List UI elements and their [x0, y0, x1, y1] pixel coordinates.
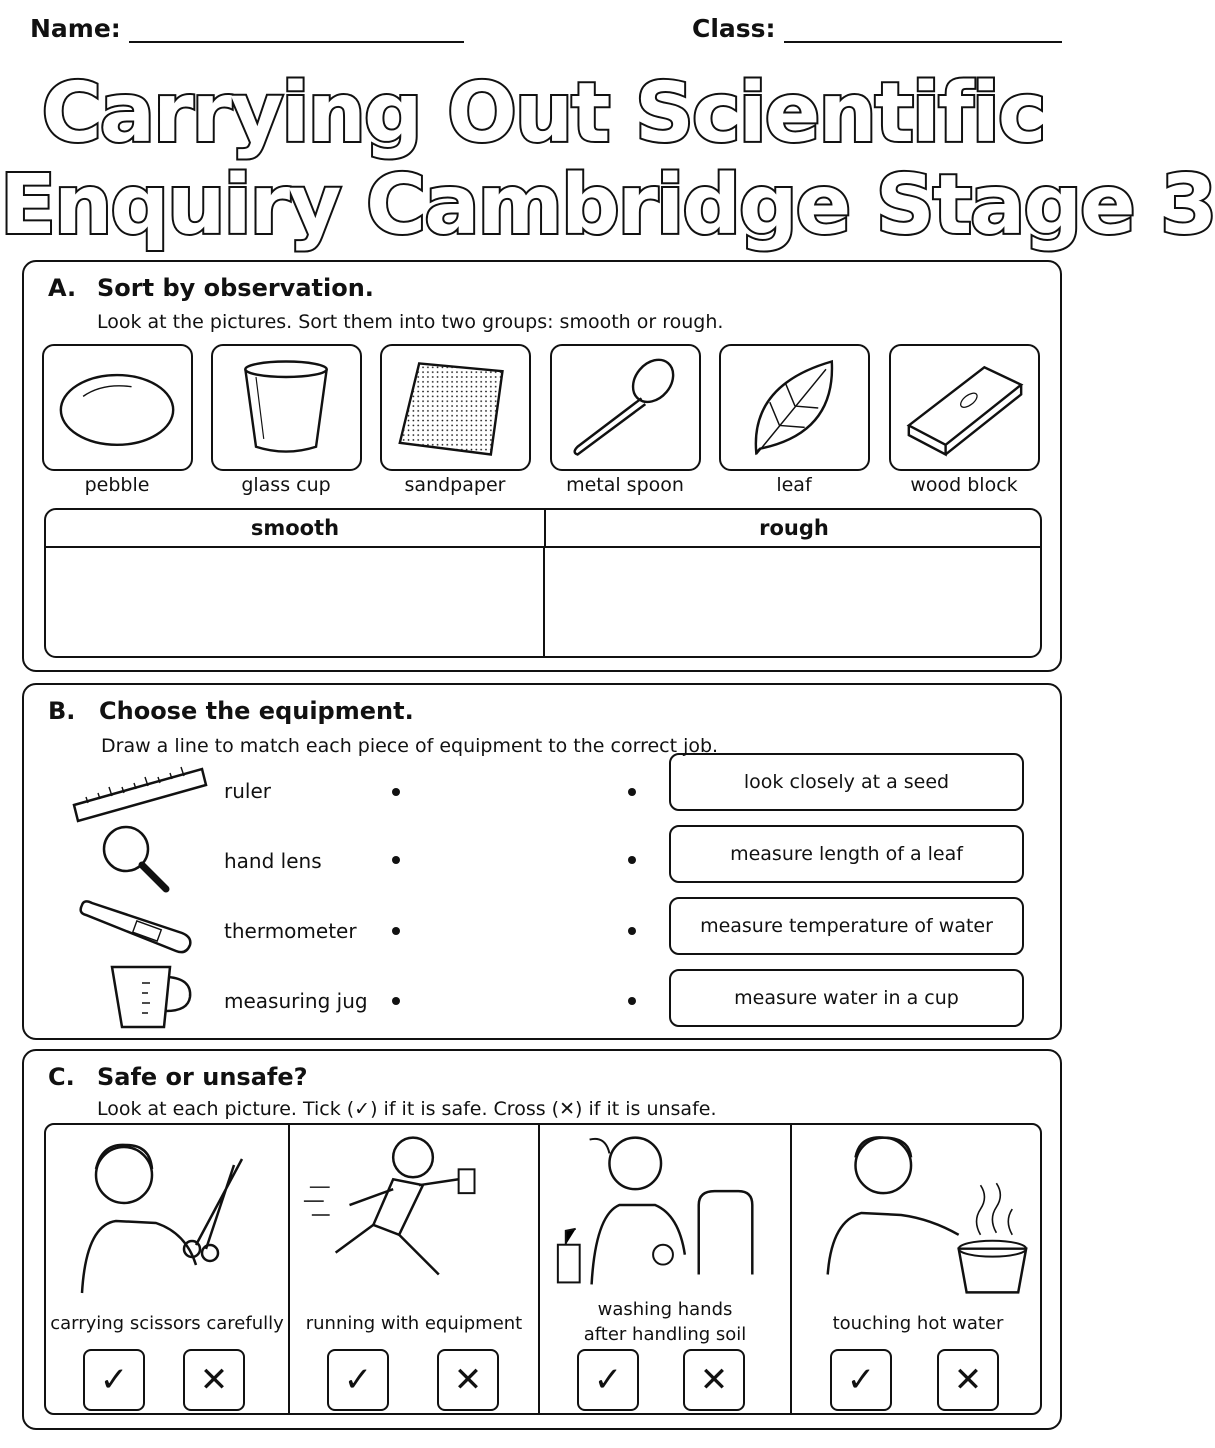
- tick-box[interactable]: ✓: [83, 1349, 145, 1411]
- job-box: measure temperature of water: [669, 897, 1024, 955]
- tick-box[interactable]: ✓: [830, 1349, 892, 1411]
- scene-cell: [46, 1125, 288, 1413]
- scene-cell: [790, 1125, 1044, 1413]
- job-box: look closely at a seed: [669, 753, 1024, 811]
- class-field[interactable]: [692, 14, 1062, 43]
- item-label: wood block: [910, 474, 1018, 496]
- section-heading: Sort by observation.: [97, 274, 374, 302]
- cross-box[interactable]: ✕: [437, 1349, 499, 1411]
- equipment-label: measuring jug: [224, 989, 368, 1013]
- column-divider: [543, 548, 545, 656]
- section-heading: Choose the equipment.: [99, 697, 414, 725]
- match-dot-left[interactable]: [392, 927, 400, 935]
- match-dot-right[interactable]: [628, 856, 636, 864]
- job-box: measure water in a cup: [669, 969, 1024, 1027]
- child-washing-hands-icon: [540, 1125, 790, 1295]
- scene-label: running with equipment: [305, 1313, 523, 1334]
- section-safe-or-unsafe: [22, 1049, 1062, 1430]
- equipment-label: ruler: [224, 779, 271, 803]
- section-sort-by-observation: [22, 260, 1062, 672]
- item-label: metal spoon: [566, 474, 684, 496]
- title-line-1: Carrying Out Scientific: [41, 66, 1045, 161]
- section-letter: C.: [48, 1063, 75, 1091]
- leaf-icon: [719, 344, 870, 471]
- job-box: measure length of a leaf: [669, 825, 1024, 883]
- item-label: glass cup: [241, 474, 331, 496]
- scene-cell: [538, 1125, 790, 1413]
- section-instruction: Look at each picture. Tick (✓) if it is safe. Cross (✕) if it is unsafe.: [97, 1098, 717, 1120]
- rough-column-header: rough: [544, 510, 1042, 548]
- scene-label: washing hands after handling soil: [583, 1299, 747, 1345]
- section-letter: B.: [48, 697, 76, 725]
- item-label: pebble: [84, 474, 150, 496]
- match-dot-right[interactable]: [628, 788, 636, 796]
- cross-box[interactable]: ✕: [183, 1349, 245, 1411]
- scene-label: carrying scissors carefully: [50, 1313, 284, 1334]
- match-dot-left[interactable]: [392, 997, 400, 1005]
- item-label: leaf: [776, 474, 812, 496]
- match-dot-left[interactable]: [392, 856, 400, 864]
- ruler-icon: [68, 759, 208, 829]
- name-label: Name:: [30, 14, 121, 43]
- equipment-label: hand lens: [224, 849, 322, 873]
- match-dot-right[interactable]: [628, 927, 636, 935]
- scene-label: touching hot water: [832, 1313, 1004, 1334]
- item-label: sandpaper: [404, 474, 506, 496]
- equipment-label: thermometer: [224, 919, 357, 943]
- sandpaper-icon: [380, 344, 531, 471]
- wood-block-icon: [889, 344, 1040, 471]
- section-heading: Safe or unsafe?: [97, 1063, 308, 1091]
- cross-box[interactable]: ✕: [937, 1349, 999, 1411]
- child-scissors-icon: [46, 1125, 288, 1295]
- glass-cup-icon: [211, 344, 362, 471]
- section-instruction: Draw a line to match each piece of equipment to the correct job.: [101, 735, 719, 757]
- class-line[interactable]: [784, 17, 1062, 43]
- child-running-icon: [290, 1125, 538, 1295]
- title-line-2: Enquiry Cambridge Stage 3: [0, 158, 1215, 253]
- scene-cell: [288, 1125, 538, 1413]
- tick-box[interactable]: ✓: [577, 1349, 639, 1411]
- match-dot-left[interactable]: [392, 788, 400, 796]
- smooth-column-header: smooth: [46, 510, 544, 548]
- child-hot-water-icon: [792, 1125, 1044, 1295]
- hand-lens-icon: [68, 823, 208, 893]
- pebble-icon: [42, 344, 193, 471]
- safe-grid: [44, 1123, 1042, 1415]
- match-dot-right[interactable]: [628, 997, 636, 1005]
- tick-box[interactable]: ✓: [327, 1349, 389, 1411]
- name-line[interactable]: [129, 17, 464, 43]
- class-label: Class:: [692, 14, 776, 43]
- sort-table: [44, 508, 1042, 658]
- name-field[interactable]: [30, 14, 464, 43]
- cross-box[interactable]: ✕: [683, 1349, 745, 1411]
- metal-spoon-icon: [550, 344, 701, 471]
- section-letter: A.: [48, 274, 77, 302]
- measuring-jug-icon: [68, 963, 208, 1033]
- section-instruction: Look at the pictures. Sort them into two groups: smooth or rough.: [97, 311, 724, 333]
- section-choose-equipment: [22, 683, 1062, 1040]
- thermometer-icon: [68, 893, 208, 963]
